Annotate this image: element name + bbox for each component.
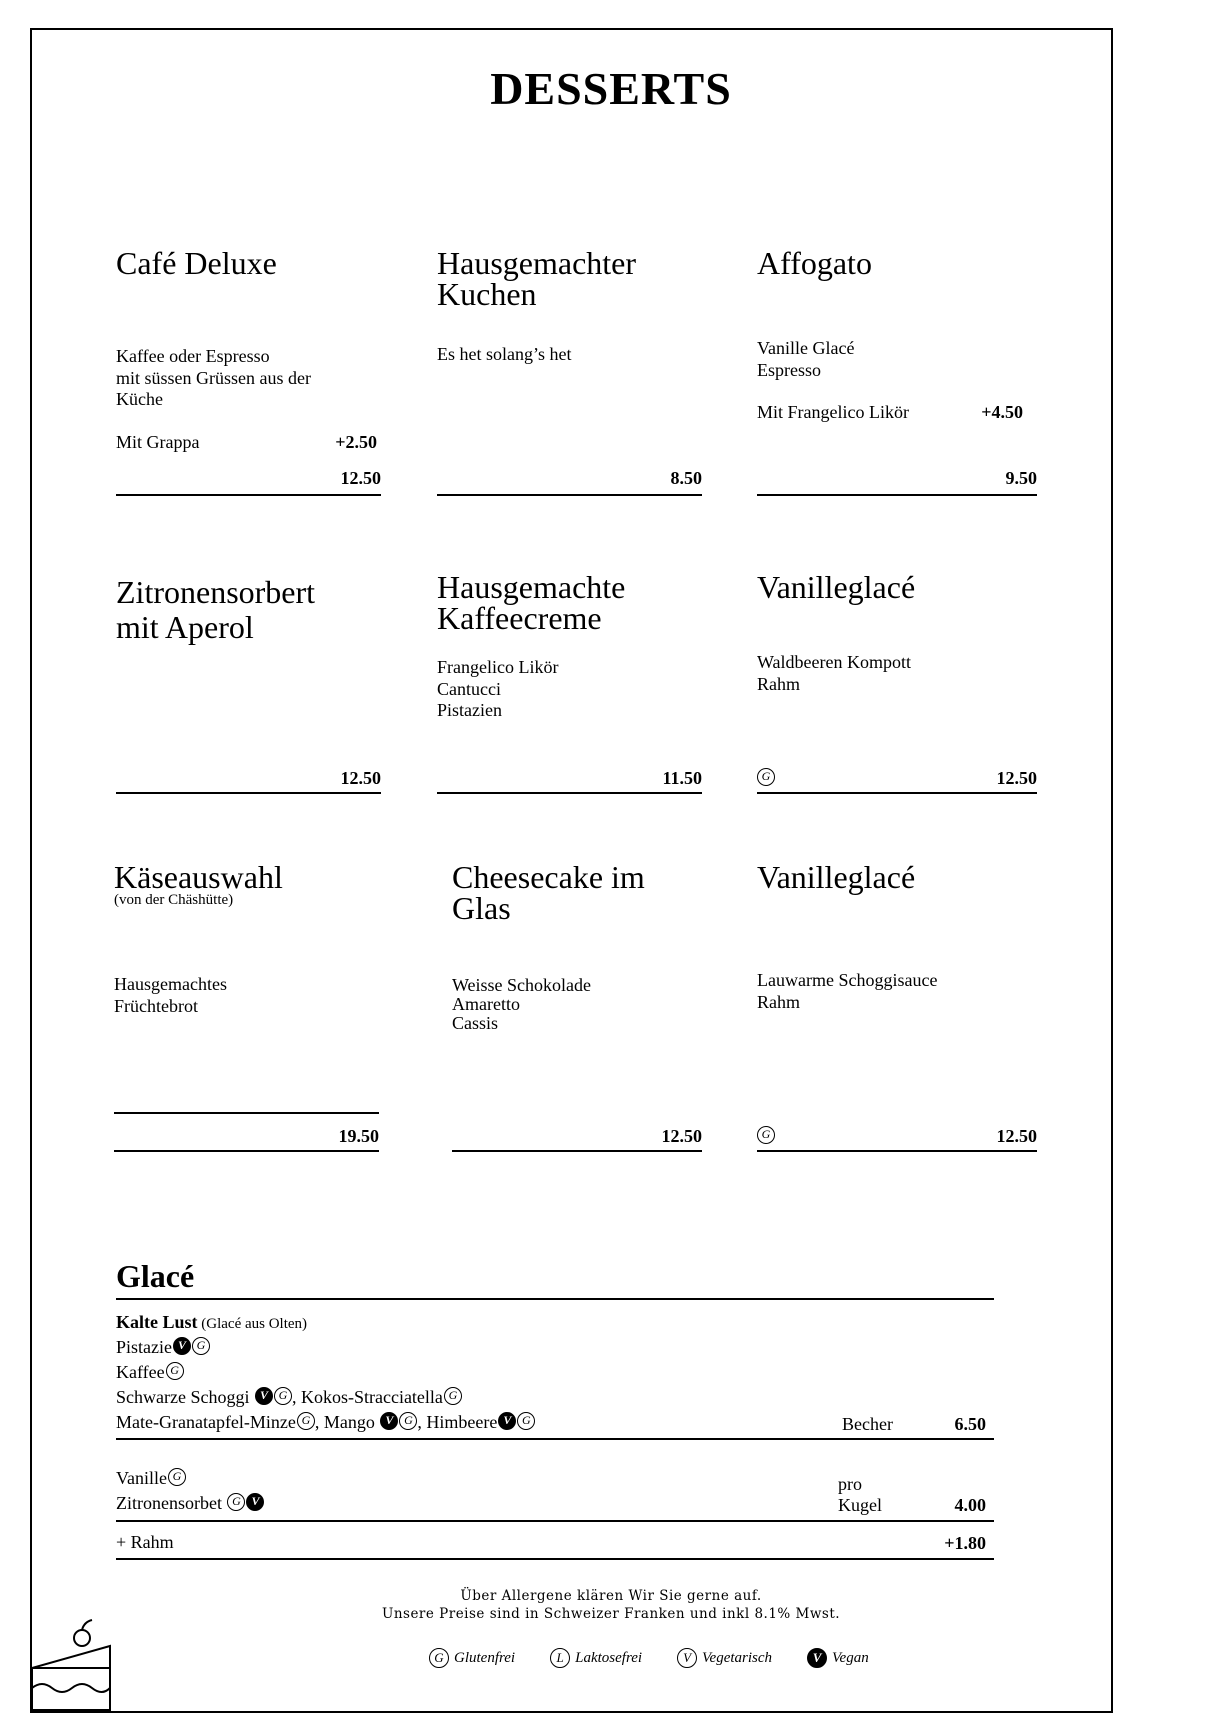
dessert-name bbox=[116, 575, 315, 645]
dessert-description bbox=[437, 657, 558, 722]
legend-label: Vegetarisch bbox=[702, 1649, 773, 1666]
extra-option-price: +2.50 bbox=[335, 432, 377, 452]
dessert-name bbox=[437, 245, 637, 312]
dessert-price: 19.50 bbox=[338, 1126, 379, 1146]
dessert-price: 12.50 bbox=[340, 768, 381, 788]
dessert-subtitle: (von der Chäshütte) bbox=[114, 892, 234, 908]
dessert-card-kuchen bbox=[437, 245, 702, 498]
dessert-description bbox=[757, 652, 911, 695]
flavor-schwarze-schoggi: Schwarze Schoggi bbox=[116, 1387, 250, 1407]
glace-brand: Kalte Lust bbox=[116, 1312, 198, 1332]
price-rule bbox=[757, 1150, 1037, 1152]
rahm-rule bbox=[116, 1558, 994, 1560]
vegetarisch-icon: V bbox=[677, 1648, 697, 1668]
price-note: Unsere Preise sind in Schweizer Franken und inkl 8.1% Mwst. bbox=[381, 1606, 841, 1622]
glutenfrei-icon: G bbox=[166, 1362, 184, 1380]
flavor-himbeere: , Himbeere bbox=[417, 1412, 498, 1432]
dessert-description-line: Küche bbox=[116, 389, 163, 409]
glace-title-rule bbox=[116, 1298, 994, 1300]
dessert-price: 12.50 bbox=[996, 1126, 1037, 1146]
price-rule bbox=[437, 792, 702, 794]
vegan-icon: V bbox=[807, 1648, 827, 1668]
price-rule bbox=[757, 494, 1037, 496]
vegan-icon: V bbox=[173, 1337, 191, 1355]
dessert-name-line: Glas bbox=[452, 890, 511, 926]
dessert-price: 11.50 bbox=[662, 768, 702, 788]
diet-legend bbox=[428, 1648, 869, 1668]
dessert-description-line: Es het solang’s het bbox=[437, 344, 572, 364]
dessert-card-kaeseauswahl bbox=[114, 859, 379, 1162]
dessert-name bbox=[437, 569, 626, 636]
price-rule bbox=[452, 1150, 702, 1152]
dessert-card-cheesecake bbox=[452, 859, 702, 1162]
glutenfrei-icon: G bbox=[227, 1493, 245, 1511]
kugel-price: 4.00 bbox=[954, 1495, 986, 1515]
page-title: DESSERTS bbox=[490, 63, 732, 114]
dessert-name bbox=[114, 859, 283, 895]
rahm-label: + Rahm bbox=[116, 1532, 174, 1552]
legend-vegan bbox=[806, 1648, 869, 1668]
extra-option-label: Mit Grappa bbox=[116, 432, 200, 452]
dessert-description bbox=[114, 974, 227, 1017]
cake-slice-icon bbox=[30, 1618, 112, 1713]
glutenfrei-icon: G bbox=[168, 1468, 186, 1486]
dessert-name-line: Kaffeecreme bbox=[437, 600, 602, 636]
kugel-label-kugel: Kugel bbox=[838, 1495, 882, 1515]
glutenfrei-badge-icon: G bbox=[757, 1126, 775, 1144]
dessert-name-line: Käseauswahl bbox=[114, 859, 283, 895]
vegan-icon: V bbox=[380, 1412, 398, 1430]
price-rule bbox=[116, 494, 381, 496]
dessert-name-line: Kuchen bbox=[437, 276, 537, 312]
legend-label: Laktosefrei bbox=[575, 1649, 643, 1666]
price-rule bbox=[437, 494, 702, 496]
dessert-name-line: Zitronensorbert bbox=[116, 574, 316, 610]
extra-option-label: Mit Frangelico Likör bbox=[757, 402, 909, 422]
dessert-card-zitronensorbert bbox=[116, 575, 381, 800]
extra-option-price: +4.50 bbox=[981, 402, 1023, 422]
glutenfrei-icon: G bbox=[399, 1412, 417, 1430]
dessert-description-line: Frangelico Likör bbox=[437, 657, 559, 677]
becher-price: 6.50 bbox=[954, 1414, 986, 1434]
glutenfrei-icon: G bbox=[297, 1412, 315, 1430]
dessert-description-line: Waldbeeren Kompott bbox=[757, 652, 912, 672]
dessert-description-line: mit süssen Grüssen aus der bbox=[116, 367, 311, 388]
vegan-icon: V bbox=[255, 1387, 273, 1405]
glace-flavor-line bbox=[116, 1385, 462, 1409]
glutenfrei-icon: G bbox=[429, 1648, 449, 1668]
dessert-description-line: Früchtebrot bbox=[114, 995, 198, 1016]
dessert-description-line: Lauwarme Schoggisauce bbox=[757, 970, 938, 990]
dessert-name-line: mit Aperol bbox=[116, 609, 254, 645]
dessert-description bbox=[116, 346, 311, 411]
dessert-price: 9.50 bbox=[1005, 468, 1037, 488]
legend-laktosefrei bbox=[549, 1648, 642, 1668]
legend-vegetarisch bbox=[676, 1648, 772, 1668]
dessert-name-line: Hausgemachte bbox=[437, 569, 626, 605]
flavor-mate-granatapfel-minze: Mate-Granatapfel-Minze bbox=[116, 1412, 296, 1432]
vegan-icon: V bbox=[498, 1412, 516, 1430]
dessert-name-line: Vanilleglacé bbox=[757, 569, 916, 605]
dessert-description-line: Amaretto bbox=[452, 994, 520, 1014]
allergen-note: Über Allergene klären Wir Sie gerne auf. bbox=[460, 1588, 762, 1604]
laktosefrei-icon: L bbox=[550, 1648, 570, 1668]
dessert-card-vanilleglace-kompott bbox=[757, 569, 1037, 797]
dessert-name-line: Café Deluxe bbox=[116, 245, 277, 281]
dessert-price: 12.50 bbox=[661, 1126, 702, 1146]
flavor-kaffee: Kaffee bbox=[116, 1362, 165, 1382]
flavor-zitronensorbet: Zitronensorbet bbox=[116, 1493, 222, 1513]
dessert-name-line: Cheesecake im bbox=[452, 859, 645, 895]
dessert-price: 12.50 bbox=[340, 468, 381, 488]
dessert-card-vanilleglace-schoggisauce bbox=[757, 859, 1037, 1162]
dessert-description-line: Rahm bbox=[757, 991, 800, 1012]
price-rule bbox=[114, 1150, 379, 1152]
dessert-description-line: Vanille Glacé bbox=[757, 338, 855, 358]
dessert-card-cafe-deluxe bbox=[116, 245, 381, 498]
glace-brand-line bbox=[116, 1310, 307, 1336]
dessert-name bbox=[116, 245, 277, 281]
dessert-card-affogato bbox=[757, 245, 1037, 498]
dessert-name-line: Affogato bbox=[757, 245, 872, 281]
becher-label: Becher bbox=[842, 1414, 893, 1434]
dessert-card-kaffeecreme bbox=[437, 569, 702, 797]
legend-glutenfrei bbox=[428, 1648, 515, 1668]
divider-rule bbox=[114, 1112, 379, 1114]
glutenfrei-badge-icon: G bbox=[757, 768, 775, 786]
flavor-vanille: Vanille bbox=[116, 1468, 167, 1488]
kugel-rule bbox=[116, 1520, 994, 1522]
dessert-description-line: Cassis bbox=[452, 1013, 499, 1033]
dessert-name bbox=[757, 859, 916, 895]
glutenfrei-icon: G bbox=[517, 1412, 535, 1430]
flavor-mango: , Mango bbox=[314, 1412, 375, 1432]
becher-rule bbox=[116, 1438, 994, 1440]
glace-brand-note: (Glacé aus Olten) bbox=[197, 1316, 308, 1332]
price-rule bbox=[116, 792, 381, 794]
glace-flavor-line bbox=[116, 1466, 186, 1490]
legend-label: Glutenfrei bbox=[454, 1649, 516, 1666]
legend-label: Vegan bbox=[832, 1649, 869, 1666]
dessert-description-line: Pistazien bbox=[437, 700, 502, 720]
glace-flavor-line bbox=[116, 1491, 264, 1515]
dessert-description-line: Weisse Schokolade bbox=[452, 975, 592, 995]
dessert-price: 8.50 bbox=[670, 468, 702, 488]
flavor-kokos-stracciatella: , Kokos-Stracciatella bbox=[291, 1387, 443, 1407]
kugel-label-pro: pro bbox=[838, 1474, 862, 1494]
glutenfrei-icon: G bbox=[274, 1387, 292, 1405]
dessert-description bbox=[437, 344, 571, 366]
dessert-description-line: Kaffee oder Espresso bbox=[116, 346, 270, 366]
glace-section-title: Glacé bbox=[116, 1258, 195, 1294]
dessert-name-line: Vanilleglacé bbox=[757, 859, 916, 895]
glace-flavor-line bbox=[116, 1335, 210, 1359]
dessert-description-line: Cantucci bbox=[437, 678, 501, 699]
dessert-description bbox=[757, 970, 937, 1013]
glace-flavor-line bbox=[116, 1360, 184, 1384]
dessert-name-line: Hausgemachter bbox=[437, 245, 637, 281]
price-rule bbox=[757, 792, 1037, 794]
dessert-description-line: Hausgemachtes bbox=[114, 974, 227, 994]
dessert-description-line: Espresso bbox=[757, 359, 821, 380]
dessert-name bbox=[757, 245, 872, 281]
glace-flavor-line bbox=[116, 1410, 535, 1434]
dessert-name bbox=[452, 859, 645, 926]
dessert-description-line: Rahm bbox=[757, 673, 800, 694]
rahm-price: +1.80 bbox=[944, 1533, 986, 1553]
glutenfrei-icon: G bbox=[444, 1387, 462, 1405]
flavor-pistazie: Pistazie bbox=[116, 1337, 172, 1357]
vegan-icon: V bbox=[246, 1493, 264, 1511]
dessert-name bbox=[757, 569, 916, 605]
glutenfrei-icon: G bbox=[192, 1337, 210, 1355]
dessert-description bbox=[757, 338, 854, 381]
dessert-price: 12.50 bbox=[996, 768, 1037, 788]
dessert-description bbox=[452, 976, 591, 1033]
